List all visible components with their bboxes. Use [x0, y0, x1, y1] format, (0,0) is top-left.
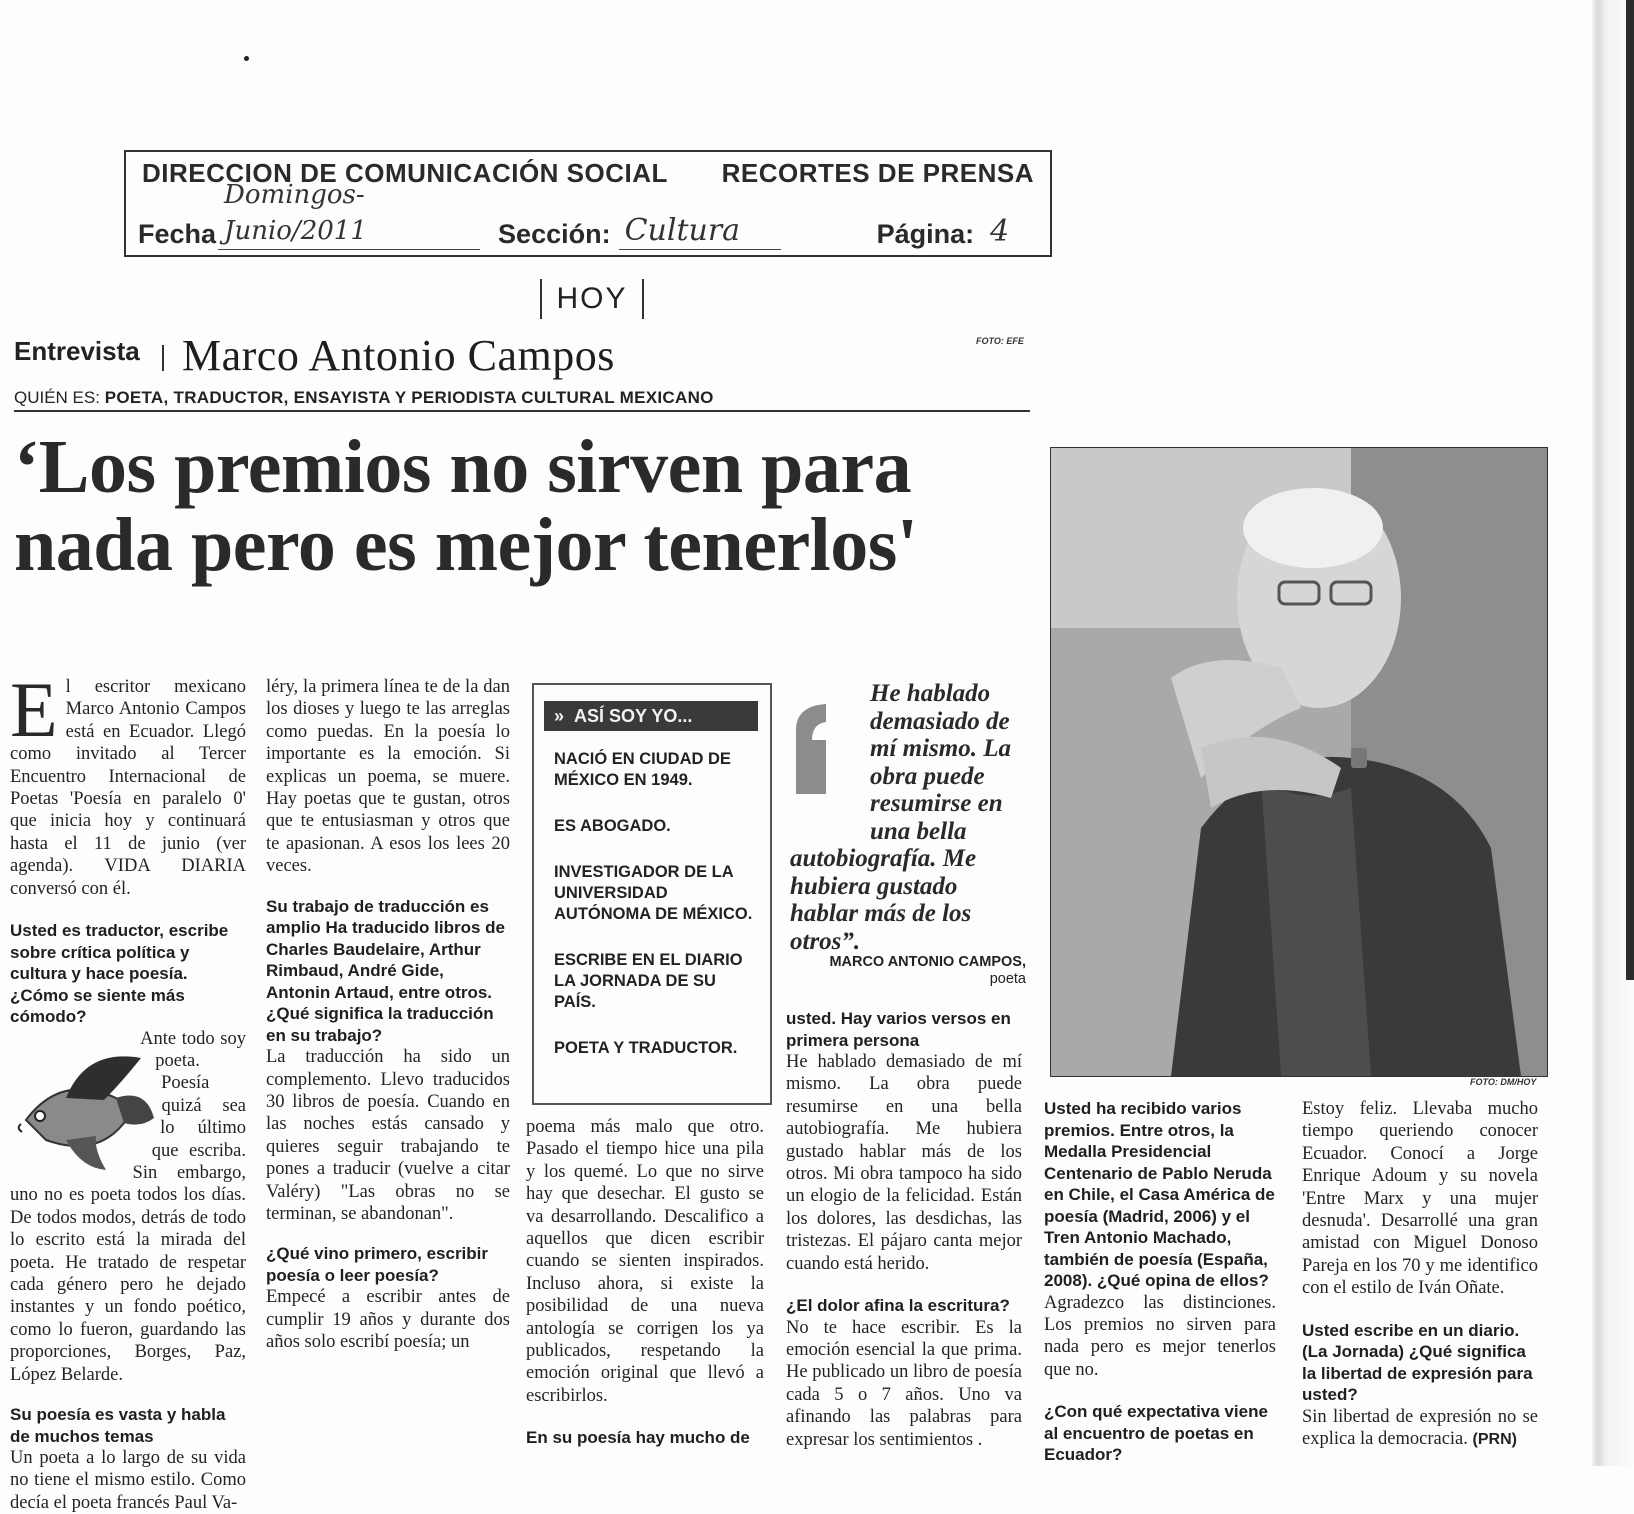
- question: Usted escribe en un diario. (La Jornada) ¿Qué significa la libertad de expresión para usted?: [1302, 1320, 1533, 1405]
- question: En su poesía hay mucho de: [526, 1428, 750, 1448]
- header-rule: [14, 410, 1030, 412]
- column-5: [1044, 1098, 1276, 1466]
- column-2: [266, 676, 510, 1354]
- interviewee-name: Marco Antonio Campos: [182, 331, 615, 380]
- answer-text: Sin libertad de expresión no se explica la democracia.: [1302, 1406, 1538, 1450]
- clipping-fields-row: [138, 180, 1034, 250]
- scan-speck: [244, 56, 249, 61]
- who-is-line: [14, 388, 714, 408]
- drop-cap: E: [10, 666, 58, 753]
- pull-quote-signature: [820, 954, 1026, 988]
- answer-text: Estoy feliz. Llevaba mucho tiempo queriendo conocer Ecuador. Conocí a Jorge Enrique Adoum y su novela 'Entre Marx y una mujer desnuda'. Desarrollé una gran amistad con Miguel Donoso Pareja en los 70 y me identifico con el estilo de Iván Oñate.: [1302, 1099, 1538, 1299]
- column-6: [1302, 1098, 1538, 1451]
- column-3: [526, 1116, 764, 1449]
- answer-text: Empecé a escribir antes de cumplir 19 años y durante dos años solo escribí poesía; un: [266, 1287, 510, 1353]
- question: Usted ha recibido varios premios. Entre otros, la Medalla Presidencial Centenario de Pablo Neruda en Chile, el Casa América de poesía (Madrid, 2006) y el Tren Antonio Machado, también de poesía (España, 2008). ¿Qué opina de ellos?: [1044, 1099, 1275, 1290]
- pull-quote: [790, 680, 1030, 955]
- headline-line-1: ‘Los premios no sirven para: [14, 425, 912, 509]
- headline: [14, 425, 1044, 587]
- scan-shadow: [1626, 0, 1634, 980]
- answer-text: He hablado demasiado de mí mismo. La obra puede resumirse en una bella autobiografía. Me hubiera gustado hablar más de los otros. Mi obra tampoco ha sido un elogio de la felicidad. Están los dolores, las desdichas, las tristezas. El pájaro canta mejor cuando está herido.: [786, 1052, 1022, 1274]
- sidebar-title: [544, 701, 758, 731]
- pull-quote-text: [790, 680, 1030, 955]
- clipping-type: RECORTES DE PRENSA: [721, 158, 1034, 188]
- pull-quote-role: poeta: [989, 971, 1026, 987]
- answer-text: léry, la primera línea te de la dan los dioses y luego te las arreglas como puedas. En la poesía lo importante es la emoción. Si explicas un poema, se muere. Hay poetas que te gustan, otros que te entusiasman y otros que te apasionan. A esos los lees 20 veces.: [266, 677, 510, 877]
- portrait-photo: [1050, 447, 1548, 1077]
- double-chevron-icon: »: [554, 706, 565, 726]
- pull-quote-body: He hablado demasiado de mí mismo. La obra puede resumirse en una bella autobiografía. Me hubiera gustado hablar más de los otros”.: [790, 680, 1011, 955]
- question: ¿Con qué expectativa viene al encuentro de poetas en Ecuador?: [1044, 1402, 1268, 1465]
- answer-text: Ante todo soy poeta. Poesía quizá sea lo último que escriba. Sin embargo, uno no es poeta todos los días. De todos modos, detrás de todo lo escrito está la mirada del poeta. He tratado de respetar cada género pero he dejado instantes y un fondo poético, como lo fueron, guardando las proporciones, Borges, Paz, López Belarde.: [10, 1028, 246, 1385]
- question: usted. Hay varios versos en primera persona: [786, 1009, 1011, 1050]
- who-is-value: POETA, TRADUCTOR, ENSAYISTA Y PERIODISTA CULTURAL MEXICANO: [104, 388, 714, 407]
- sidebar-item: POETA Y TRADUCTOR.: [554, 1039, 738, 1057]
- section-label: Sección:: [498, 219, 611, 249]
- pull-quote-indent: [790, 680, 870, 840]
- answer-text: Un poeta a lo largo de su vida no tiene el mismo estilo. Como decía el poeta francés Paul Va-: [10, 1448, 246, 1513]
- sidebar-item: NACIÓ EN CIUDAD DE MÉXICO EN 1949.: [554, 750, 731, 789]
- section-kicker: Entrevista: [14, 336, 140, 366]
- date-value: Domingos-Junio/2011: [218, 177, 480, 250]
- answer-text: La traducción ha sido un complemento. Llevo traducidos 30 libros de poesía. Cuando en las noches estás cansado y quieres seguir trabajando te pones a traducir (vuelve a citar Valéry) "Las obras no se terminan, se abandonan".: [266, 1047, 510, 1224]
- answer-text: No te hace escribir. Es la emoción esencial la que prima. He publicado un libro de poesía cada 5 o 7 años. Uno va afinando las palabras para expresar los sentimientos .: [786, 1317, 1022, 1450]
- answer-paragraph: [1302, 1406, 1538, 1452]
- intro-text: l escritor mexicano Marco Antonio Campos está en Ecuador. Llegó como invitado al Tercer Encuentro Internacional de Poetas 'Poesía en paralelo 0' que inicia hoy y continuará hasta el 11 de junio (ver agenda). VIDA DIARIA conversó con él.: [10, 677, 246, 899]
- question: Usted es traductor, escribe sobre crítica política y cultura y hace poesía. ¿Cómo se siente más cómodo?: [10, 921, 229, 1027]
- fish-illustration-wrap: [6, 1028, 156, 1178]
- sidebar-title-text: ASÍ SOY YO...: [574, 706, 693, 726]
- portrait-illustration: [1051, 448, 1547, 1076]
- answer-paragraph: [10, 1028, 246, 1387]
- clipping-header-box: [124, 150, 1052, 257]
- sidebar-list: [554, 749, 754, 1084]
- question: ¿Qué vino primero, escribir poesía o leer poesía?: [266, 1244, 489, 1285]
- clipping-org: DIRECCION DE COMUNICACIÓN SOCIAL: [142, 158, 668, 188]
- newspaper-name: HOY: [540, 279, 644, 319]
- column-4: [786, 1008, 1022, 1451]
- pull-quote-author: MARCO ANTONIO CAMPOS,: [829, 954, 1026, 970]
- column-1: [10, 666, 246, 1514]
- page-value: 4: [990, 214, 1010, 249]
- answer-text: poema más malo que otro. Pasado el tiempo hice una pila y los quemé. Lo que no sirve hay que desechar. El gusto se va desarrollando. Descalifico a aquellos que dicen escribir cuando se sienten inspirados. Incluso ahora, si existe la posibilidad de una nueva antología se corrigen los ya publicados, respetando la emoción original que llevó a escribirlos.: [526, 1117, 764, 1406]
- kicker-separator: [162, 345, 164, 371]
- date-label: Fecha: [138, 219, 217, 249]
- sidebar-box: [532, 683, 772, 1105]
- photo-credit: FOTO: DM/HOY: [1470, 1077, 1537, 1087]
- goldfish-icon: [6, 1028, 156, 1178]
- answer-text: Agradezco las distinciones. Los premios no sirven para nada pero es mejor tenerlos que no.: [1044, 1292, 1276, 1380]
- section-value: Cultura: [619, 213, 781, 250]
- photo-credit-efe: FOTO: EFE: [976, 336, 1024, 346]
- question: Su trabajo de traducción es amplio Ha traducido libros de Charles Baudelaire, Arthur Rimbaud, André Gide, Antonin Artaud, entre otros. ¿Qué significa la traducción en su trabajo?: [266, 896, 505, 1045]
- who-is-label: QUIÉN ES:: [14, 388, 100, 407]
- question: ¿El dolor afina la escritura?: [786, 1296, 1010, 1316]
- page-label: Página:: [876, 219, 975, 249]
- question: Su poesía es vasta y habla de muchos temas: [10, 1405, 226, 1446]
- signoff: (PRN): [1472, 1431, 1517, 1449]
- sidebar-item: INVESTIGADOR DE LA UNIVERSIDAD AUTÓNOMA DE MÉXICO.: [554, 863, 753, 923]
- intro-paragraph: [10, 666, 246, 900]
- sidebar-item: ES ABOGADO.: [554, 817, 671, 835]
- headline-line-2: nada pero es mejor tenerlos': [14, 503, 918, 587]
- sidebar-item: ESCRIBE EN EL DIARIO LA JORNADA DE SU PAÍS.: [554, 951, 743, 1011]
